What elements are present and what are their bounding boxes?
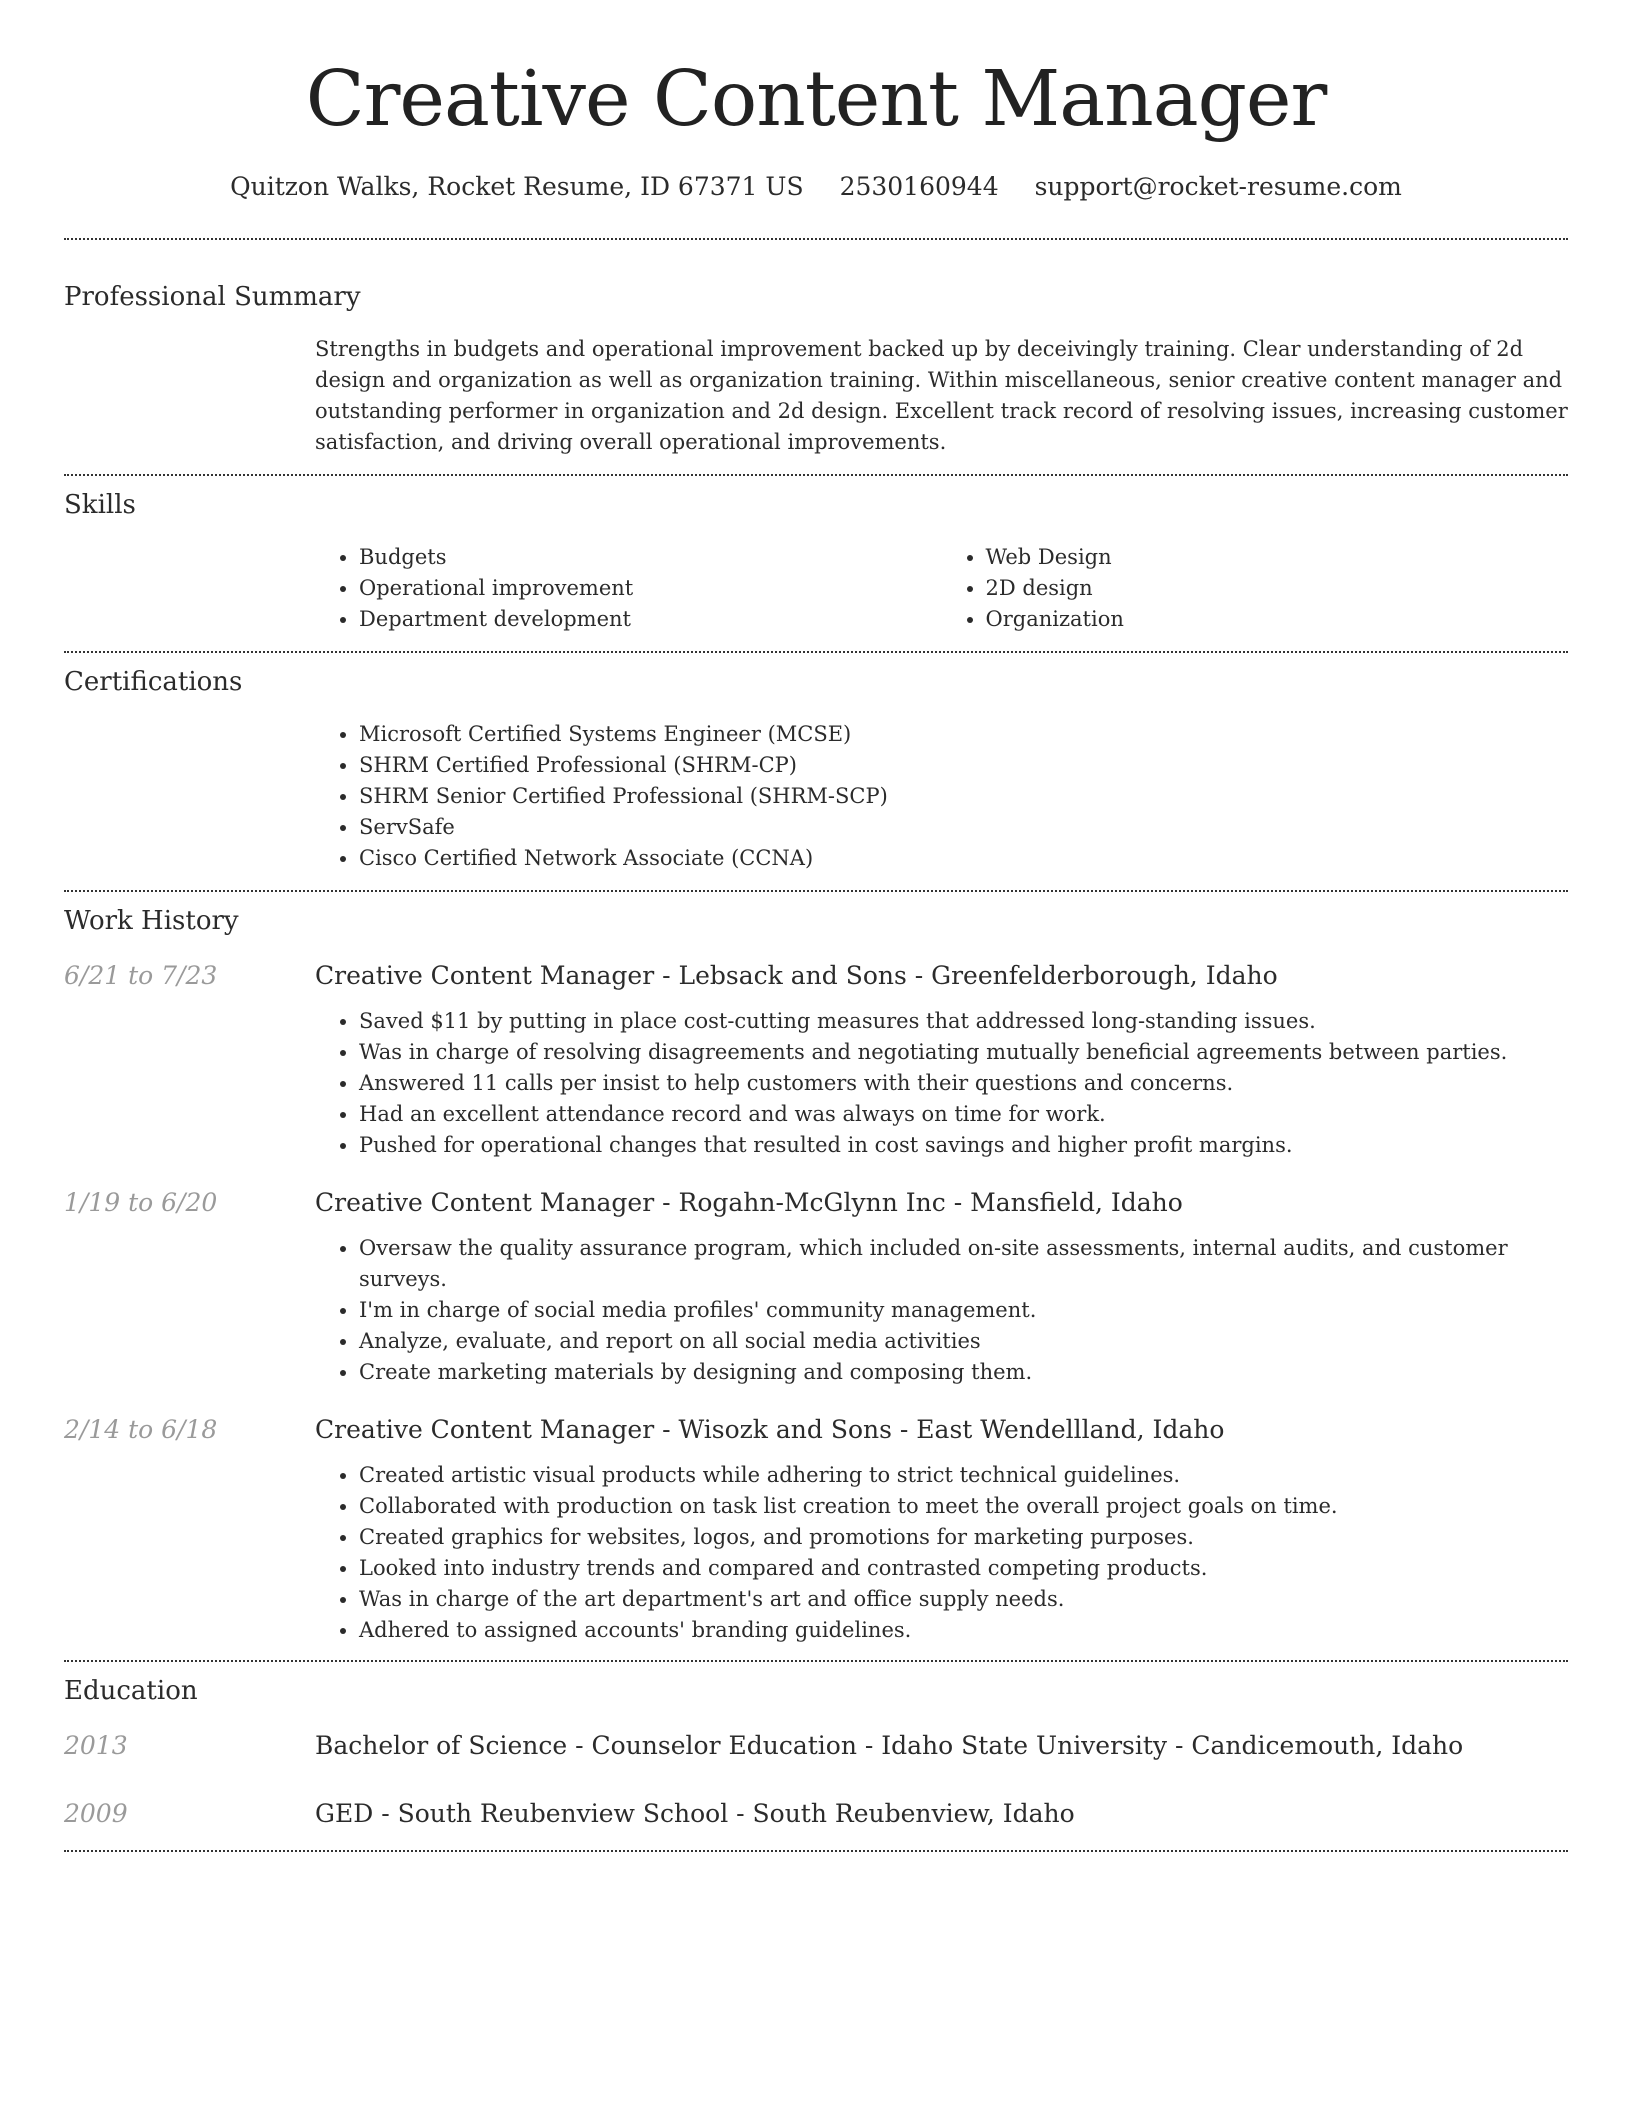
list-item: • I'm in charge of social media profiles' community management. (359, 1295, 1568, 1326)
contact-phone: 2530160944 (839, 172, 999, 201)
job-entry (64, 1412, 1568, 1646)
job-bullets (315, 1006, 1568, 1161)
section-education (64, 1662, 1568, 1832)
section-heading: Certifications (64, 667, 243, 697)
education-entry (64, 1728, 1568, 1764)
contact-address: Quitzon Walks, Rocket Resume, ID 67371 US (230, 172, 804, 201)
summary-text: Strengths in budgets and operational improvement backed up by deceivingly training. Clear understanding of 2d design and organization as well as organization training. Within miscellaneous, senior creative content manager and outstanding performer in organization and 2d design. Excellent track record of resolving issues, increasing customer satisfaction, and driving overall operational improvements. (315, 337, 1568, 454)
job-dates: 1/19 to 6/20 (64, 1188, 218, 1217)
education-year: 2009 (64, 1799, 128, 1828)
list-item: • Organization (986, 604, 1569, 635)
job-bullets (315, 1233, 1568, 1388)
job-entry (64, 958, 1568, 1161)
contact-email: support@rocket-resume.com (1034, 172, 1402, 201)
job-title: Creative Content Manager - Wisozk and Sons - East Wendellland, Idaho (315, 1415, 1225, 1444)
education-text: GED - South Reubenview School - South Reubenview, Idaho (315, 1799, 1075, 1828)
skills-list-right (942, 542, 1569, 635)
job-dates: 6/21 to 7/23 (64, 961, 218, 990)
section-heading: Education (64, 1676, 198, 1706)
list-item: • Was in charge of the art department's art and office supply needs. (359, 1584, 1568, 1615)
section-heading: Skills (64, 490, 136, 520)
list-item: • Looked into industry trends and compared and contrasted competing products. (359, 1553, 1568, 1584)
list-item: • ServSafe (359, 812, 1568, 843)
education-text: Bachelor of Science - Counselor Education - Idaho State University - Candicemouth, Idaho (315, 1731, 1464, 1760)
list-item: • Had an excellent attendance record and was always on time for work. (359, 1099, 1568, 1130)
section-heading: Professional Summary (64, 282, 361, 312)
section-skills (64, 476, 1568, 635)
list-item: • SHRM Certified Professional (SHRM-CP) (359, 750, 1568, 781)
contact-line (64, 170, 1568, 204)
list-item: • Microsoft Certified Systems Engineer (MCSE) (359, 719, 1568, 750)
list-item: • Saved $11 by putting in place cost-cutting measures that addressed long-standing issues. (359, 1006, 1568, 1037)
skills-list-left (315, 542, 942, 635)
divider (64, 1850, 1568, 1852)
section-heading: Work History (64, 906, 239, 936)
list-item: • Created graphics for websites, logos, and promotions for marketing purposes. (359, 1522, 1568, 1553)
job-dates: 2/14 to 6/18 (64, 1415, 218, 1444)
list-item: • SHRM Senior Certified Professional (SHRM-SCP) (359, 781, 1568, 812)
list-item: • Operational improvement (359, 573, 942, 604)
list-item: • Answered 11 calls per insist to help customers with their questions and concerns. (359, 1068, 1568, 1099)
list-item: • Was in charge of resolving disagreements and negotiating mutually beneficial agreements between parties. (359, 1037, 1568, 1068)
list-item: • Analyze, evaluate, and report on all social media activities (359, 1326, 1568, 1357)
education-year: 2013 (64, 1731, 128, 1760)
resume-title: Creative Content Manager (305, 55, 1327, 144)
job-bullets (315, 1460, 1568, 1646)
list-item: • Oversaw the quality assurance program, which included on-site assessments, internal audits, and customer surveys. (359, 1233, 1568, 1295)
section-summary (64, 240, 1568, 458)
education-entry (64, 1796, 1568, 1832)
list-item: • Department development (359, 604, 942, 635)
list-item: • Pushed for operational changes that resulted in cost savings and higher profit margins. (359, 1130, 1568, 1161)
certifications-list (315, 719, 1568, 874)
list-item: • Adhered to assigned accounts' branding guidelines. (359, 1615, 1568, 1646)
job-entry (64, 1185, 1568, 1388)
section-work-history (64, 892, 1568, 1646)
job-title: Creative Content Manager - Lebsack and Sons - Greenfelderborough, Idaho (315, 961, 1278, 990)
list-item: • Budgets (359, 542, 942, 573)
list-item: • Create marketing materials by designing and composing them. (359, 1357, 1568, 1388)
list-item: • Web Design (986, 542, 1569, 573)
list-item: • Created artistic visual products while adhering to strict technical guidelines. (359, 1460, 1568, 1491)
list-item: • 2D design (986, 573, 1569, 604)
list-item: • Cisco Certified Network Associate (CCNA) (359, 843, 1568, 874)
list-item: • Collaborated with production on task list creation to meet the overall project goals on time. (359, 1491, 1568, 1522)
job-title: Creative Content Manager - Rogahn-McGlynn Inc - Mansfield, Idaho (315, 1188, 1183, 1217)
section-certifications (64, 653, 1568, 874)
